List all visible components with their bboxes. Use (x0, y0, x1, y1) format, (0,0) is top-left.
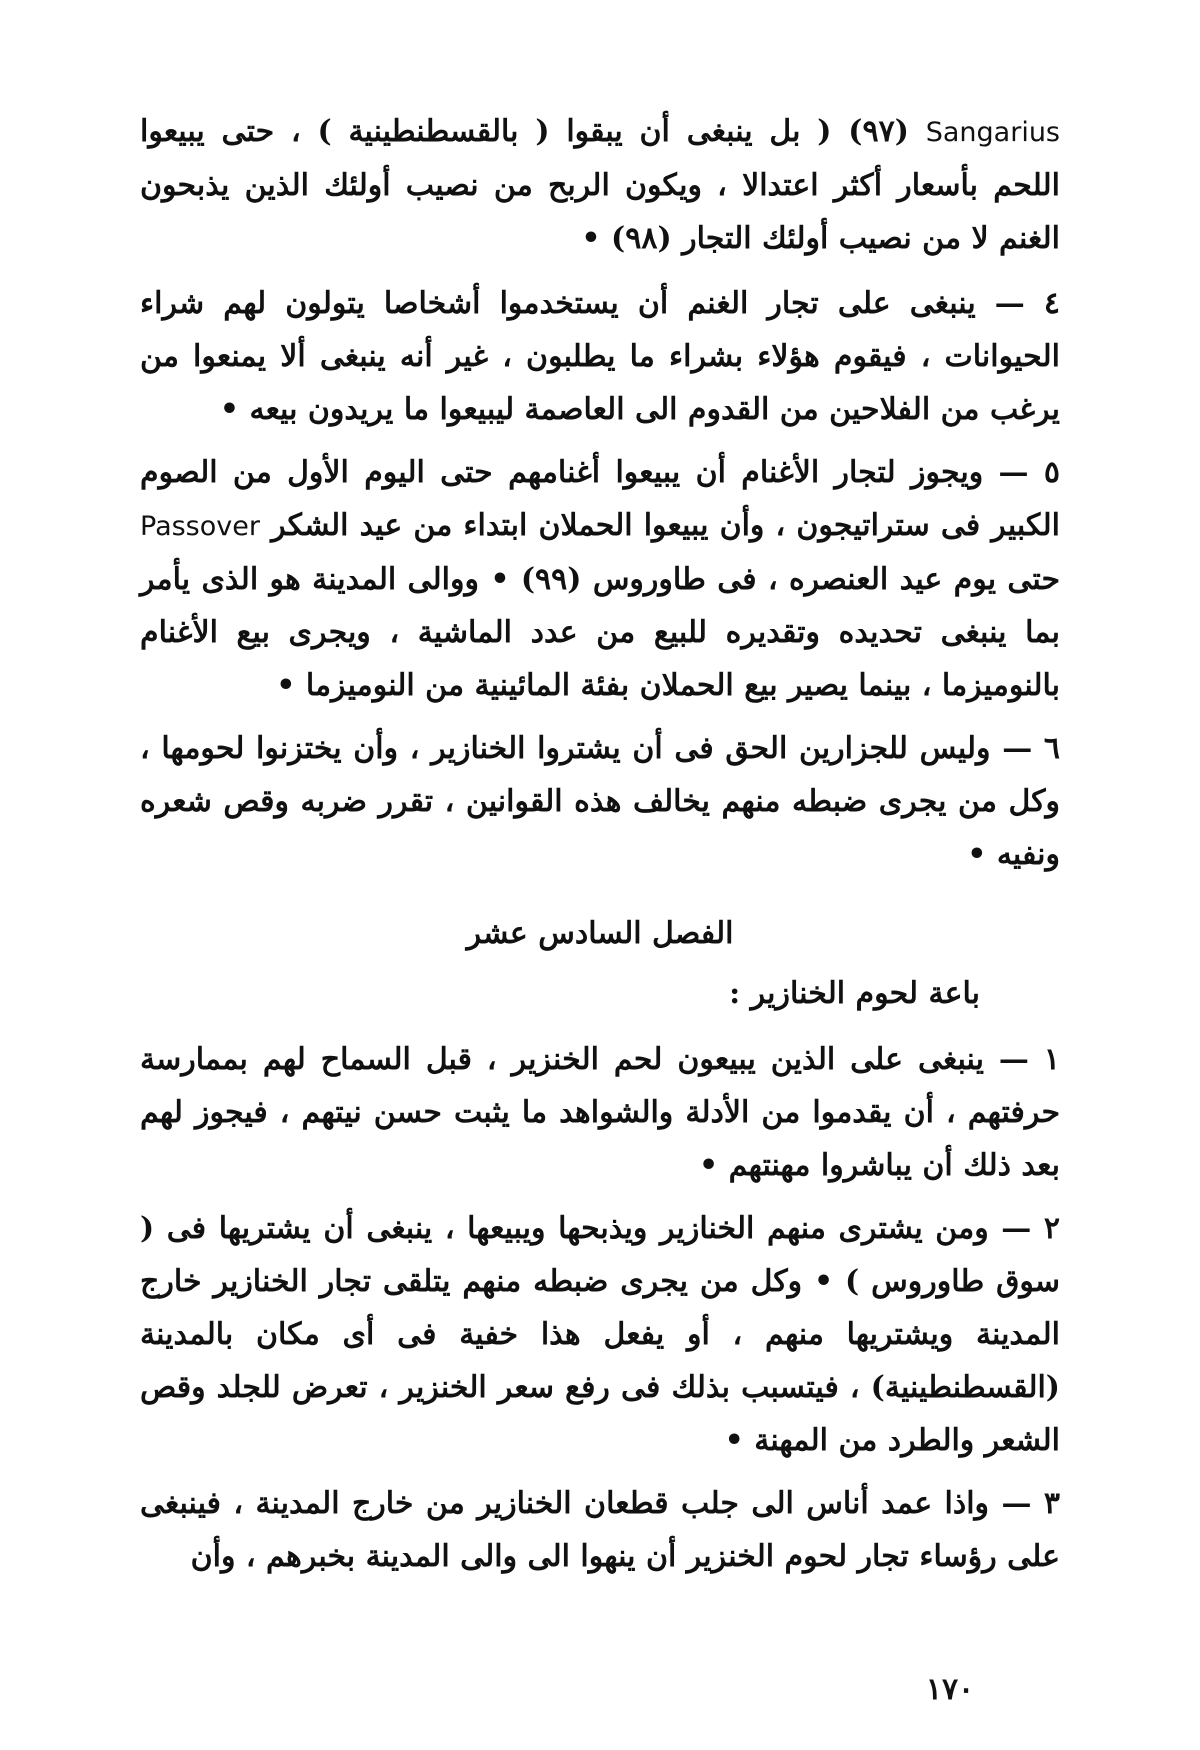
paragraph-text: حتى يوم عيد العنصره ، فى طاوروس (٩٩) • ووالى المدينة هو الذى يأمر بما ينبغى تحديده وتقديره للبيع من عدد الماشية ، ويجرى بيع الأغنام بالنوميزما ، بينما يصير بيع الحملان بفئة المائينية من النوميزما • (140, 562, 1060, 703)
paragraph-text: ١ — ينبغى على الذين يبيعون لحم الخنزير ، قبل السماح لهم بممارسة حرفتهم ، أن يقدموا من الأدلة والشواهد ما يثبت حسن نيتهم ، فيجوز لهم بعد ذلك أن يباشروا مهنتهم • (140, 1042, 1060, 1183)
paragraph-text: ٦ — وليس للجزارين الحق فى أن يشتروا الخنازير ، وأن يختزنوا لحومها ، وكل من يجرى ضبطه منهم يخالف هذه القوانين ، تقرر ضربه وقص شعره ونفيه • (140, 731, 1060, 872)
section-heading: باعة لحوم الخنازير : (729, 976, 980, 1011)
paragraph-6 (140, 722, 1060, 881)
paragraph-4 (140, 277, 1060, 436)
latin-term-sangarius: Sangarius (925, 117, 1060, 148)
paragraph-text: ٥ — ويجوز لتجار الأغنام أن يبيعوا أغنامهم حتى اليوم الأول من الصوم الكبير فى ستراتيجون ، وأن يبيعوا الحملان ابتداء من عيد الشكر (140, 455, 1060, 543)
page-number: ١٧٠ (925, 1672, 975, 1707)
chapter-title: الفصل السادس عشر (466, 916, 734, 951)
latin-term-passover: Passover (140, 511, 260, 542)
paragraph-text: ٣ — واذا عمد أناس الى جلب قطعان الخنازير من خارج المدينة ، فينبغى على رؤساء تجار لحوم الخنزير أن ينهوا الى والى المدينة بخبرهم ، وأن (140, 1486, 1060, 1574)
paragraph-text: (٩٧) ( بل ينبغى أن يبقوا ( بالقسطنطينية ) ، حتى يبيعوا اللحم بأسعار أكثر اعتدالا ، ويكون الربح من نصيب أولئك الذين يذبحون الغنم لا من نصيب أولئك التجار (٩٨) • (140, 114, 1060, 256)
paragraph-text: ٢ — ومن يشترى منهم الخنازير ويذبحها ويبيعها ، ينبغى أن يشتريها فى ( سوق طاوروس ) • وكل من يجرى ضبطه منهم يتلقى تجار الخنازير خارج المدينة ويشتريها منهم ، أو يفعل هذا خفية فى أى مكان بالمدينة (القسطنطينية) ، فيتسبب بذلك فى رفع سعر الخنزير ، تعرض للجلد وقص الشعر والطرد من المهنة • (140, 1211, 1060, 1458)
paragraph-1 (140, 1033, 1060, 1192)
paragraph-3 (140, 1477, 1060, 1583)
paragraph-2 (140, 1202, 1060, 1467)
paragraph-continued (140, 105, 1060, 265)
paragraph-5 (140, 446, 1060, 712)
document-page (140, 105, 1060, 1705)
paragraph-text: ٤ — ينبغى على تجار الغنم أن يستخدموا أشخاصا يتولون لهم شراء الحيوانات ، فيقوم هؤلاء بشراء ما يطلبون ، غير أنه ينبغى ألا يمنعوا من يرغب من الفلاحين من القدوم الى العاصمة ليبيعوا ما يريدون بيعه • (140, 286, 1060, 427)
